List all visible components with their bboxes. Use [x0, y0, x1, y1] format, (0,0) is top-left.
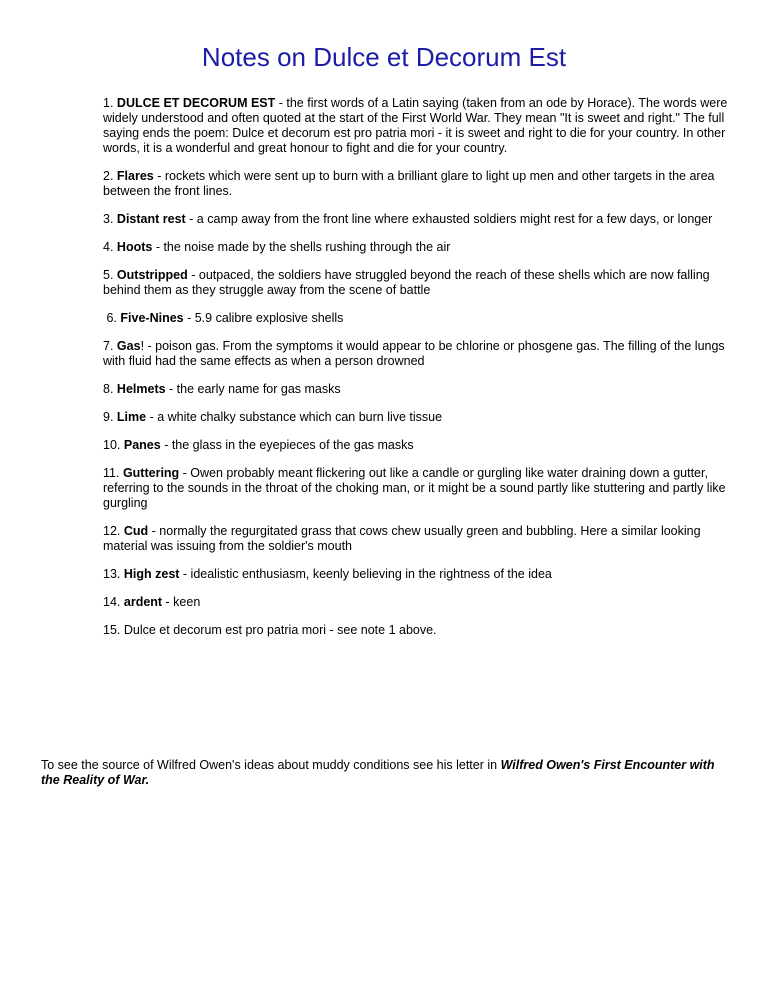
note-term: Outstripped: [116, 268, 188, 282]
note-item: [103, 567, 728, 582]
note-item: [103, 268, 728, 298]
note-term: High zest: [123, 567, 180, 581]
note-item: [103, 382, 728, 397]
note-text: - idealistic enthusiasm, keenly believing in the rightness of the idea: [179, 567, 552, 581]
note-text: - outpaced, the soldiers have struggled beyond the reach of these shells which are now falling behind them as they struggle away from the scene of battle: [103, 268, 710, 297]
note-text: - the first words of a Latin saying (taken from an ode by Horace). The words were widely understood and often quoted at the start of the First World War. They mean "It is sweet and right." The full saying ends the poem: Dulce et decorum est pro patria mori - it is sweet and right to die for your country. In other words, it is a wonderful and great honour to fight and die for your country.: [103, 96, 728, 155]
note-number: 15.: [103, 623, 121, 637]
note-number: 10.: [103, 438, 121, 452]
note-term: Lime: [116, 410, 147, 424]
note-text: - keen: [162, 595, 201, 609]
note-text: - a camp away from the front line where exhausted soldiers might rest for a few days, or longer: [185, 212, 713, 226]
letter-link[interactable]: Wilfred Owen's First Encounter with the Reality of War.: [41, 758, 715, 787]
page-title: Notes on Dulce et Decorum Est: [201, 42, 567, 72]
note-number: 12.: [103, 524, 121, 538]
note-text: - normally the regurgitated grass that cows chew usually green and bubbling. Here a similar looking material was issuing from the soldier's mouth: [103, 524, 701, 553]
note-number: 1.: [103, 96, 114, 110]
note-number: 3.: [103, 212, 114, 226]
footer-text: To see the source of Wilfred Owen's ideas about muddy conditions see his letter in: [41, 758, 501, 772]
note-item: [103, 212, 728, 227]
note-number: 5.: [103, 268, 114, 282]
note-text: ! - poison gas. From the symptoms it would appear to be chlorine or phosgene gas. The filling of the lungs with fluid had the same effects as when a person drowned: [103, 339, 725, 368]
note-text: - 5.9 calibre explosive shells: [183, 311, 344, 325]
note-number: 11.: [103, 466, 120, 480]
note-item: [103, 438, 728, 453]
note-item: [103, 169, 728, 199]
note-text: - rockets which were sent up to burn with a brilliant glare to light up men and other targets in the area between the front lines.: [103, 169, 715, 198]
note-text: - the glass in the eyepieces of the gas masks: [160, 438, 414, 452]
note-term: DULCE ET DECORUM EST: [116, 96, 276, 110]
note-term: Flares: [116, 169, 154, 183]
note-term: Hoots: [116, 240, 153, 254]
note-item: [103, 240, 728, 255]
note-item: [103, 524, 728, 554]
note-term: Distant rest: [116, 212, 186, 226]
note-term: Gas: [116, 339, 141, 353]
note-number: 4.: [103, 240, 114, 254]
note-term: Guttering: [122, 466, 180, 480]
note-number: 8.: [103, 382, 114, 396]
note-item: [103, 410, 728, 425]
note-item: [103, 466, 728, 511]
note-item: [103, 623, 728, 638]
note-term: Five-Nines: [120, 311, 184, 325]
footer-note: [41, 758, 731, 788]
note-item: [103, 339, 728, 369]
note-number: 9.: [103, 410, 114, 424]
note-number: 7.: [103, 339, 114, 353]
note-item: [103, 595, 728, 610]
note-number: 6.: [106, 311, 117, 325]
note-term: Cud: [123, 524, 149, 538]
note-term: ardent: [123, 595, 163, 609]
note-number: 2.: [103, 169, 114, 183]
note-term: Helmets: [116, 382, 166, 396]
note-text: - the early name for gas masks: [165, 382, 341, 396]
note-item: [103, 96, 728, 156]
note-item: [103, 311, 728, 326]
note-text: - a white chalky substance which can burn live tissue: [146, 410, 443, 424]
notes-list: [103, 96, 728, 651]
note-term: Panes: [123, 438, 161, 452]
note-number: 14.: [103, 595, 121, 609]
note-text: - Owen probably meant flickering out like a candle or gurgling like water draining down a gutter, referring to the sounds in the throat of the choking man, or it might be a sound partly like stuttering and partly like gurgling: [103, 466, 726, 510]
note-number: 13.: [103, 567, 121, 581]
note-text: Dulce et decorum est pro patria mori - see note 1 above.: [123, 623, 437, 637]
note-text: - the noise made by the shells rushing through the air: [152, 240, 451, 254]
